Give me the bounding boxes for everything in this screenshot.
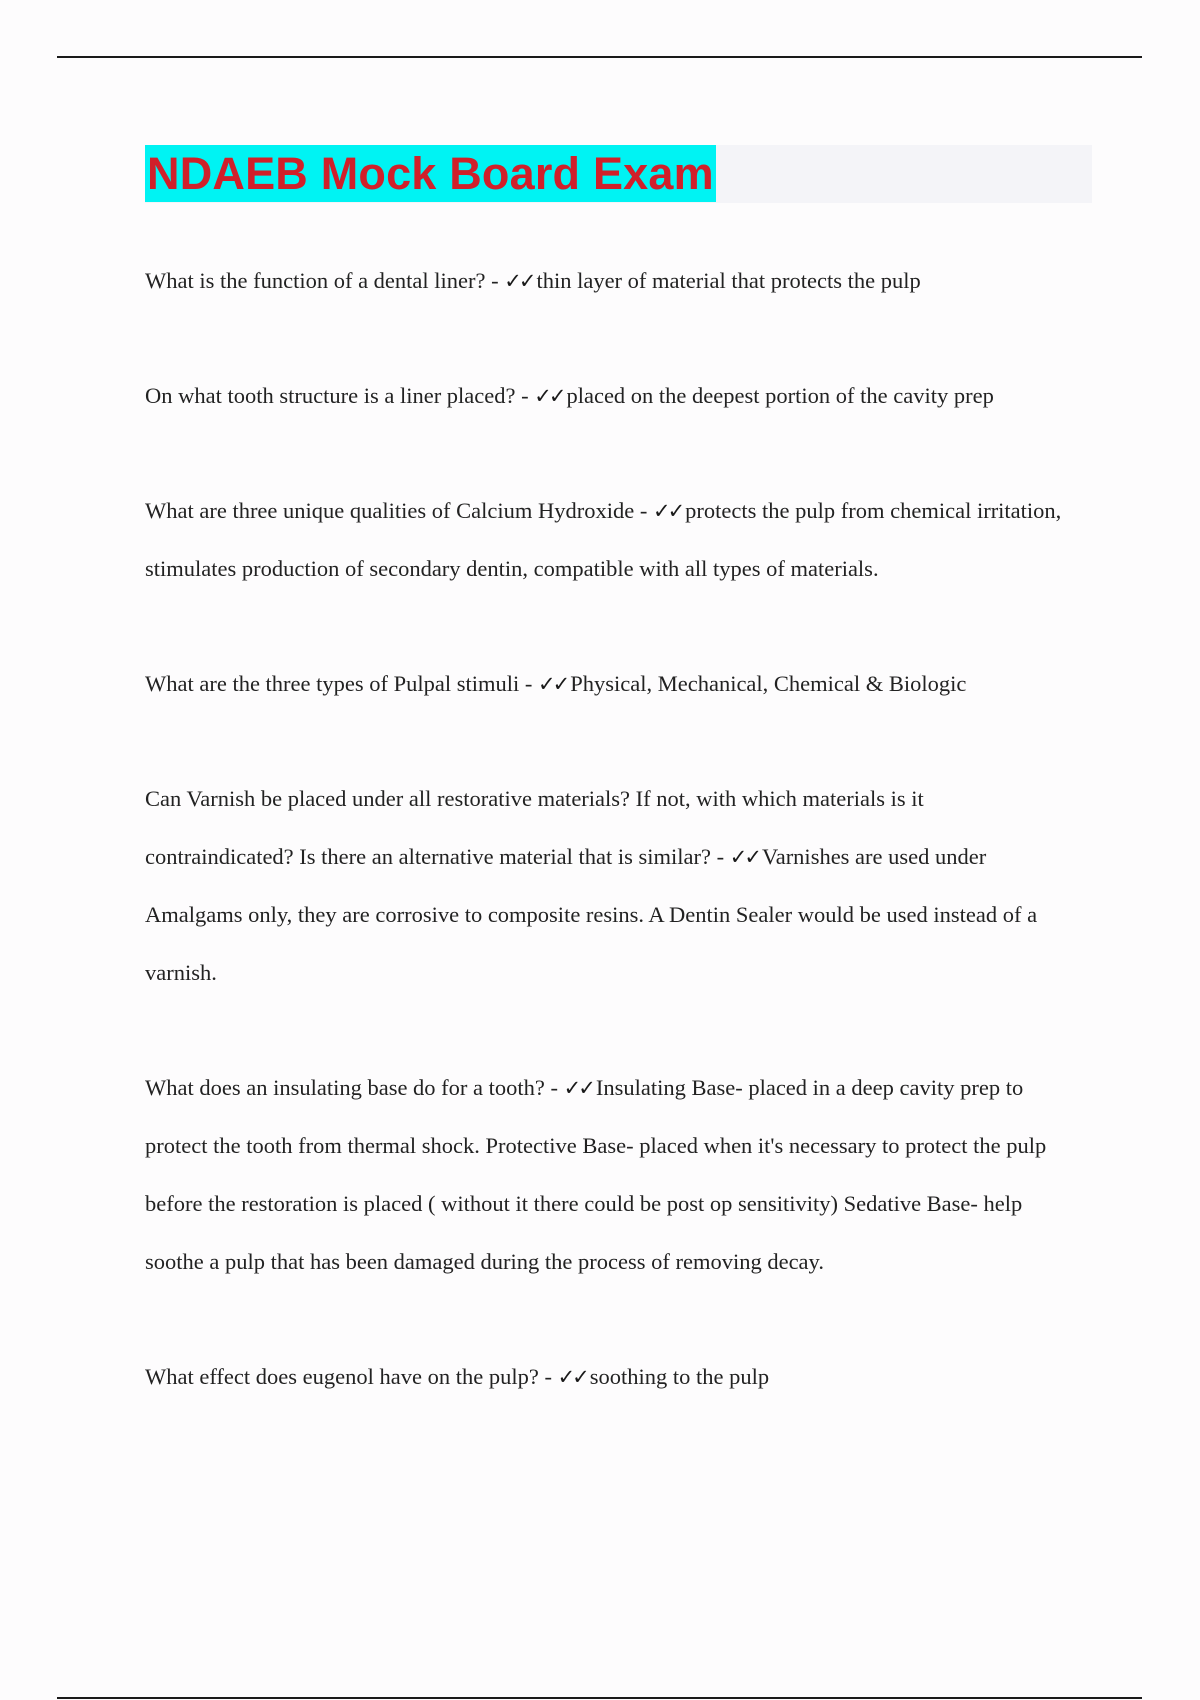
answer-text: thin layer of material that protects the pulp (536, 268, 921, 293)
double-check-icon: ✓✓ (504, 269, 534, 293)
separator: - (485, 268, 505, 293)
top-rule (57, 56, 1142, 58)
answer-text: Insulating Base- placed in a deep cavity prep to protect the tooth from thermal shock. Protective Base- placed when it's necessary to protect the pulp before the restoration is placed ( without it there could be post op sensitivity) Sedative Base- help soothe a pulp that has been damaged during the process of removing decay. (145, 1075, 1047, 1274)
qa-item (145, 252, 1075, 310)
separator: - (515, 383, 535, 408)
qa-item (145, 1348, 1075, 1406)
double-check-icon: ✓✓ (563, 1076, 593, 1100)
question-text: Can Varnish be placed under all restorative materials? If not, with which materials is it contraindicated? Is there an alternative material that is similar? (145, 786, 924, 869)
separator: - (538, 1364, 558, 1389)
bottom-rule (57, 1697, 1142, 1699)
question-text: On what tooth structure is a liner placed? (145, 383, 516, 408)
qa-item (145, 367, 1075, 425)
double-check-icon: ✓✓ (557, 1365, 587, 1389)
answer-text: Physical, Mechanical, Chemical & Biologic (570, 671, 967, 696)
qa-item (145, 770, 1075, 1002)
question-text: What effect does eugenol have on the pulp? (145, 1364, 539, 1389)
double-check-icon: ✓✓ (534, 384, 564, 408)
qa-item (145, 482, 1075, 598)
question-text: What are three unique qualities of Calcium Hydroxide (145, 498, 635, 523)
double-check-icon: ✓✓ (538, 672, 568, 696)
question-text: What are the three types of Pulpal stimuli (145, 671, 520, 696)
separator: - (519, 671, 539, 696)
qa-list (145, 252, 1075, 1463)
answer-text: Varnishes are used under Amalgams only, they are corrosive to composite resins. A Dentin Sealer would be used instead of a varnish. (145, 844, 1038, 985)
answer-text: soothing to the pulp (589, 1364, 770, 1389)
double-check-icon: ✓✓ (652, 499, 683, 523)
question-text: What does an insulating base do for a tooth? (145, 1075, 545, 1100)
question-text: What is the function of a dental liner? (145, 268, 486, 293)
answer-text: protects the pulp from chemical irritation, stimulates production of secondary dentin, compatible with all types of materials. (145, 498, 1062, 581)
double-check-icon: ✓✓ (729, 845, 759, 869)
document-title: NDAEB Mock Board Exam (145, 145, 716, 202)
answer-text: placed on the deepest portion of the cavity prep (566, 383, 994, 408)
separator: - (711, 844, 730, 869)
qa-item (145, 1059, 1075, 1291)
qa-item (145, 655, 1075, 713)
separator: - (544, 1075, 564, 1100)
separator: - (634, 498, 653, 523)
